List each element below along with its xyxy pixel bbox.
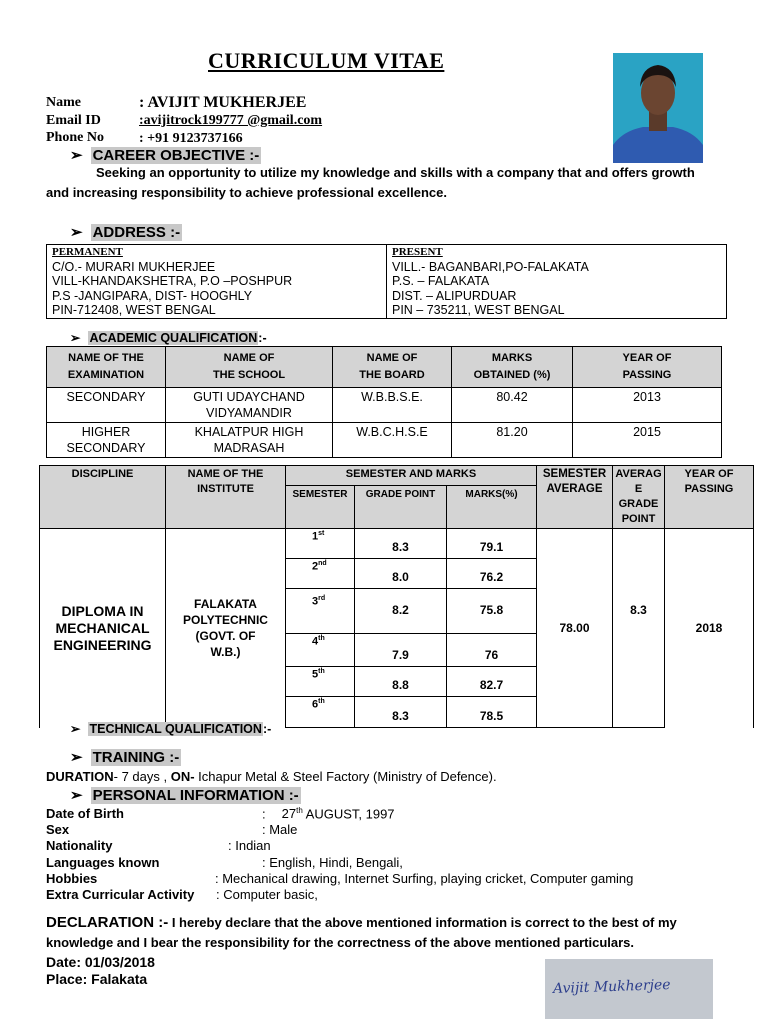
semester-marks-header: SEMESTER AND MARKS xyxy=(286,466,537,486)
address-line: PIN-712408, WEST BENGAL xyxy=(52,303,216,317)
career-line-2: and increasing responsibility to achieve professional excellence. xyxy=(46,185,447,200)
personal-heading: ➢ PERSONAL INFORMATION :- xyxy=(70,787,299,804)
address-line: DIST. – ALIPURDUAR xyxy=(392,288,517,303)
table-row: 5th 8.8 82.7 xyxy=(40,667,754,697)
grade-subheader: GRADE POINT xyxy=(355,486,447,529)
email-link[interactable]: :avijitrock199777 @gmail.com xyxy=(139,113,323,128)
table-row: 2nd 8.0 76.2 xyxy=(40,559,754,589)
sex-label: Sex xyxy=(46,822,70,837)
bullet-arrow-icon: ➢ xyxy=(70,722,81,736)
declaration-text: I hereby declare that the above mentioned information is correct to the best of my knowledge and I bear the responsibility for the correctness of the above mentioned particulars. xyxy=(46,915,677,950)
sex-value: : Male xyxy=(262,822,298,837)
table-row: 3rd 8.2 75.8 xyxy=(40,589,754,634)
avg-grade-value: 8.3 xyxy=(613,529,665,728)
avg-grade-header: AVERAG E GRADE POINT xyxy=(613,466,665,529)
marks-subheader: MARKS(%) xyxy=(447,486,537,529)
discipline-header: DISCIPLINE xyxy=(40,466,166,529)
present-label: PRESENT xyxy=(392,246,443,258)
career-line-1: Seeking an opportunity to utilize my knowledge and skills with a company that and offers growth xyxy=(96,165,695,180)
training-heading: ➢ TRAINING :- xyxy=(70,749,180,766)
address-line: P.S. – FALAKATA xyxy=(392,274,490,288)
col-header: MARKS OBTAINED (%) xyxy=(452,347,573,388)
bullet-arrow-icon: ➢ xyxy=(70,147,83,164)
declaration xyxy=(46,913,726,953)
email-label: Email ID xyxy=(46,113,101,128)
dob-label: Date of Birth xyxy=(46,806,124,821)
address-line: VILL.- BAGANBARI,PO-FALAKATA xyxy=(392,259,589,274)
hobbies-value: : Mechanical drawing, Internet Surfing, playing cricket, Computer gaming xyxy=(215,871,634,886)
address-line: P.S -JANGIPARA, DIST- HOOGHLY xyxy=(52,288,253,303)
profile-photo xyxy=(613,53,703,163)
table-row: 6th 8.3 78.5 xyxy=(40,697,754,728)
year-value: 2018 xyxy=(665,529,754,728)
academic-heading: ➢ ACADEMIC QUALIFICATION:- xyxy=(70,331,267,345)
year-header: YEAR OF PASSING xyxy=(665,466,754,529)
discipline-cell: DIPLOMA IN MECHANICAL ENGINEERING xyxy=(40,529,166,728)
technical-heading: ➢ TECHNICAL QUALIFICATION:- xyxy=(70,722,272,736)
address-heading: ➢ ADDRESS :- xyxy=(70,224,181,241)
table-row: DIPLOMA IN MECHANICAL ENGINEERING FALAKATA POLYTECHNIC (GOVT. OF W.B.) 1st 8.3 79.1 78.00 8.3 2018 xyxy=(40,529,754,559)
table-row: SECONDARY GUTI UDAYCHAND VIDYAMANDIR W.B.B.S.E. 80.42 2013 xyxy=(47,388,722,423)
address-line: C/O.- MURARI MUKHERJEE xyxy=(52,259,216,274)
extra-label: Extra Curricular Activity xyxy=(46,887,195,902)
nationality-label: Nationality xyxy=(46,838,113,853)
permanent-address xyxy=(47,245,387,319)
phone-value: : +91 9123737166 xyxy=(139,131,243,146)
signature-image xyxy=(545,959,713,1019)
signature-text: Avijit Mukherjee xyxy=(552,976,671,998)
declaration-label: DECLARATION :- xyxy=(46,914,169,931)
place-line: Place: Falakata xyxy=(46,971,148,987)
institute-header: NAME OF THE INSTITUTE xyxy=(166,466,286,529)
bullet-arrow-icon: ➢ xyxy=(70,331,81,345)
page-title: CURRICULUM VITAE xyxy=(208,48,445,73)
nationality-value: : Indian xyxy=(228,838,271,853)
languages-value: : English, Hindi, Bengali, xyxy=(262,855,403,870)
col-header: YEAR OF PASSING xyxy=(573,347,722,388)
address-table xyxy=(46,244,727,319)
col-header: NAME OF THE EXAMINATION xyxy=(47,347,166,388)
academic-table xyxy=(46,346,722,458)
date-line: Date: 01/03/2018 xyxy=(46,954,155,970)
table-row: HIGHER SECONDARY KHALATPUR HIGH MADRASAH W.B.C.H.S.E 81.20 2015 xyxy=(47,423,722,458)
name-label: Name xyxy=(46,95,81,110)
languages-label: Languages known xyxy=(46,855,160,870)
dob-value: : 27th AUGUST, 1997 xyxy=(262,806,395,822)
semester-subheader: SEMESTER xyxy=(286,486,355,529)
sem-average-value: 78.00 xyxy=(537,529,613,728)
bullet-arrow-icon: ➢ xyxy=(70,787,83,804)
address-line: VILL-KHANDAKSHETRA, P.O –POSHPUR xyxy=(52,274,293,288)
extra-value: : Computer basic, xyxy=(216,887,318,902)
diploma-table xyxy=(39,465,754,728)
bullet-arrow-icon: ➢ xyxy=(70,224,83,241)
institute-cell: FALAKATA POLYTECHNIC (GOVT. OF W.B.) xyxy=(166,529,286,728)
bullet-arrow-icon: ➢ xyxy=(70,749,83,766)
name-value: : AVIJIT MUKHERJEE xyxy=(139,94,307,111)
table-row: 4th 7.9 76 xyxy=(40,634,754,667)
permanent-label: PERMANENT xyxy=(52,246,123,258)
phone-label: Phone No xyxy=(46,130,104,145)
col-header: NAME OF THE BOARD xyxy=(333,347,452,388)
training-details: DURATION- 7 days , ON- Ichapur Metal & Steel Factory (Ministry of Defence). xyxy=(46,769,497,784)
career-heading: ➢ CAREER OBJECTIVE :- xyxy=(70,147,260,164)
col-header: NAME OF THE SCHOOL xyxy=(166,347,333,388)
sem-average-header: SEMESTER AVERAGE xyxy=(537,466,613,529)
address-line: PIN – 735211, WEST BENGAL xyxy=(392,303,565,317)
hobbies-label: Hobbies xyxy=(46,871,98,886)
present-address xyxy=(387,245,727,319)
